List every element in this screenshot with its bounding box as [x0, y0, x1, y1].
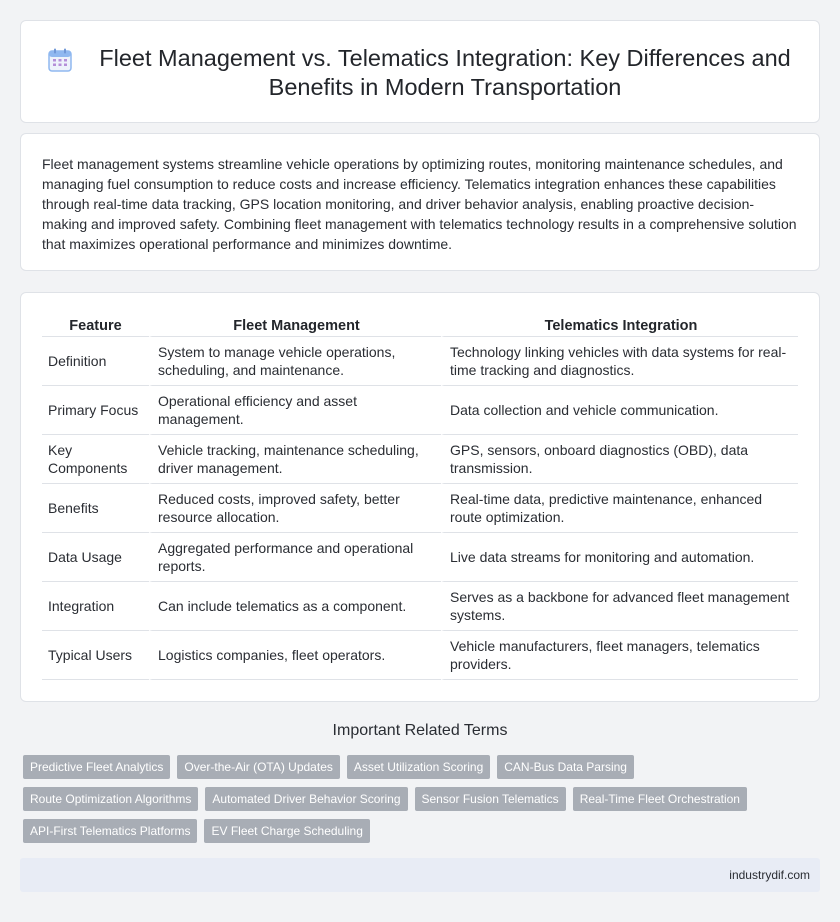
row-feature: Primary Focus [42, 386, 149, 435]
related-term-tag[interactable]: EV Fleet Charge Scheduling [204, 819, 369, 843]
related-terms-title: Important Related Terms [332, 722, 508, 739]
related-term-tag[interactable]: Real-Time Fleet Orchestration [573, 787, 747, 811]
related-terms-tags [23, 755, 783, 843]
row-feature: Benefits [42, 484, 149, 533]
row-feature: Definition [42, 337, 149, 386]
header-telematics-integration: Telematics Integration [441, 315, 798, 337]
header-feature: Feature [42, 315, 149, 337]
row-fleet-value: Vehicle tracking, maintenance scheduling, driver management. [149, 435, 441, 484]
related-term-tag[interactable]: Over-the-Air (OTA) Updates [177, 755, 339, 779]
related-term-tag[interactable]: Predictive Fleet Analytics [23, 755, 170, 779]
footer [20, 858, 820, 892]
intro-card [20, 133, 820, 271]
row-fleet-value: Aggregated performance and operational reports. [149, 533, 441, 582]
row-feature: Key Components [42, 435, 149, 484]
table-row [42, 435, 798, 484]
table-row [42, 582, 798, 631]
table-row [42, 484, 798, 533]
row-telematics-value: Data collection and vehicle communication. [441, 386, 798, 435]
page-title: Fleet Management vs. Telematics Integration: Key Differences and Benefits in Modern Transportation [99, 45, 791, 100]
comparison-table [42, 315, 798, 680]
related-term-tag[interactable]: Asset Utilization Scoring [347, 755, 490, 779]
related-term-tag[interactable]: Route Optimization Algorithms [23, 787, 198, 811]
row-telematics-value: GPS, sensors, onboard diagnostics (OBD), data transmission. [441, 435, 798, 484]
row-fleet-value: System to manage vehicle operations, scheduling, and maintenance. [149, 337, 441, 386]
row-telematics-value: Technology linking vehicles with data systems for real-time tracking and diagnostics. [441, 337, 798, 386]
calendar-icon [48, 48, 72, 72]
table-header-row [42, 315, 798, 337]
row-fleet-value: Can include telematics as a component. [149, 582, 441, 631]
row-telematics-value: Serves as a backbone for advanced fleet management systems. [441, 582, 798, 631]
row-telematics-value: Real-time data, predictive maintenance, enhanced route optimization. [441, 484, 798, 533]
related-term-tag[interactable]: Automated Driver Behavior Scoring [205, 787, 407, 811]
table-row [42, 337, 798, 386]
intro-paragraph: Fleet management systems streamline vehicle operations by optimizing routes, monitoring maintenance schedules, and managing fuel consumption to reduce costs and increase efficiency. Telematics integration enhances these capabilities through real-time data tracking, GPS location monitoring, and driver behavior analysis, enabling proactive decision-making and improved safety. Combining fleet management with telematics technology results in a comprehensive solution that maximizes operational performance and minimizes downtime. [42, 156, 797, 252]
header-card [20, 20, 820, 123]
row-fleet-value: Logistics companies, fleet operators. [149, 631, 441, 680]
related-term-tag[interactable]: CAN-Bus Data Parsing [497, 755, 634, 779]
related-term-tag[interactable]: Sensor Fusion Telematics [415, 787, 566, 811]
table-row [42, 386, 798, 435]
footer-site-name[interactable]: industrydif.com [729, 868, 810, 882]
row-fleet-value: Reduced costs, improved safety, better resource allocation. [149, 484, 441, 533]
row-fleet-value: Operational efficiency and asset management. [149, 386, 441, 435]
related-term-tag[interactable]: API-First Telematics Platforms [23, 819, 197, 843]
row-feature: Integration [42, 582, 149, 631]
row-telematics-value: Vehicle manufacturers, fleet managers, telematics providers. [441, 631, 798, 680]
comparison-table-card [20, 292, 820, 702]
row-feature: Data Usage [42, 533, 149, 582]
header-fleet-management: Fleet Management [149, 315, 441, 337]
table-row [42, 533, 798, 582]
row-feature: Typical Users [42, 631, 149, 680]
table-row [42, 631, 798, 680]
row-telematics-value: Live data streams for monitoring and automation. [441, 533, 798, 582]
